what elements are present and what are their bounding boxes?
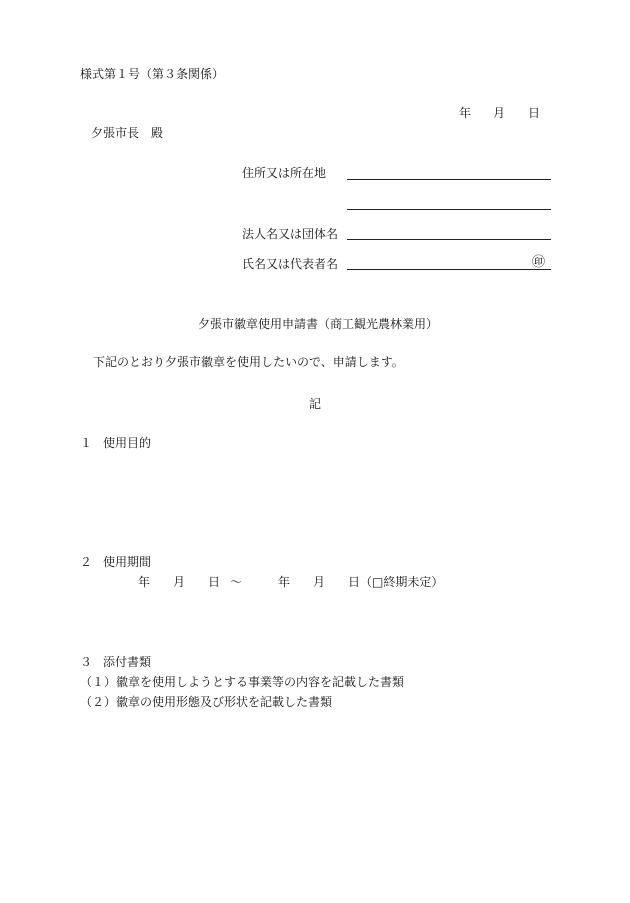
representative-name-line[interactable] [347,269,551,270]
date-year-label: 年 [459,106,472,120]
period-tilde: ～ [230,575,243,589]
corp-name-line[interactable] [347,239,551,240]
section-2-label: 使用期間 [103,555,152,569]
addressee: 夕張市長 殿 [91,126,164,140]
address-label: 住所又は所在地 [242,166,327,180]
section-3-label: 添付書類 [103,655,152,669]
document-title: 夕張市徽章使用申請書（商工観光農林業用） [198,317,439,331]
address-line-1[interactable] [347,179,551,180]
section-1-number: １ [80,436,93,450]
section-1-label: 使用目的 [103,436,152,450]
address-line-2[interactable] [347,209,551,210]
attachment-item-1: （１）徽章を使用しようとする事業等の内容を記載した書類 [80,675,405,689]
section-2-number: ２ [80,555,93,569]
seal-mark: ㊞ [532,255,546,270]
period-start-day: 日 [208,575,221,589]
period-end-day: 日 [348,575,361,589]
period-end-year: 年 [278,575,291,589]
date-month-label: 月 [493,106,506,120]
period-start-month: 月 [173,575,186,589]
period-undetermined-checkbox-note[interactable]: （□終期未定） [360,575,444,589]
intro-text: 下記のとおり夕張市徽章を使用したいので、申請します。 [93,355,404,369]
ki-heading: 記 [309,397,322,411]
representative-name-label: 氏名又は代表者名 [242,257,339,271]
form-number: 様式第１号（第３条関係） [80,67,225,81]
date-day-label: 日 [528,106,541,120]
attachment-item-2: （２）徽章の使用形態及び形状を記載した書類 [80,695,333,709]
period-end-month: 月 [313,575,326,589]
period-start-year: 年 [138,575,151,589]
section-3-number: ３ [80,655,93,669]
corp-name-label: 法人名又は団体名 [242,227,339,241]
